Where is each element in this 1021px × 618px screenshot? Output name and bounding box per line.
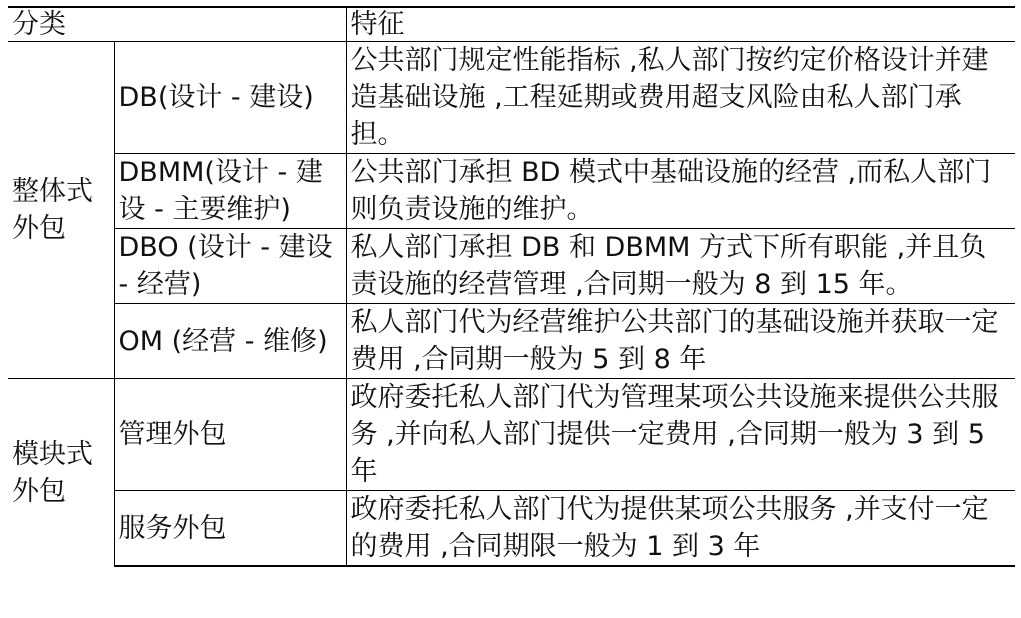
outsourcing-classification-table [8, 6, 1015, 567]
table-row [8, 379, 1015, 491]
feature-cell: 政府委托私人部门代为管理某项公共设施来提供公共服务 ,并向私人部门提供一定费用 ,合同期一般为 3 到 5 年 [346, 379, 1015, 491]
feature-cell: 私人部门代为经营维护公共部门的基础设施并获取一定费用 ,合同期一般为 5 到 8 年 [346, 304, 1015, 379]
type-cell: OM (经营 - 维修) [114, 304, 346, 379]
table-row [8, 154, 1015, 229]
feature-cell: 私人部门承担 DB 和 DBMM 方式下所有职能 ,并且负责设施的经营管理 ,合同期一般为 8 到 15 年。 [346, 229, 1015, 304]
table-row [8, 491, 1015, 567]
type-cell: DBO (设计 - 建设 - 经营) [114, 229, 346, 304]
header-category: 分类 [8, 7, 346, 42]
table-row [8, 42, 1015, 154]
table-row [8, 229, 1015, 304]
table-header-row [8, 7, 1015, 42]
feature-cell: 公共部门承担 BD 模式中基础设施的经营 ,而私人部门则负责设施的维护。 [346, 154, 1015, 229]
category-cell: 模块式外包 [8, 379, 114, 567]
feature-cell: 公共部门规定性能指标 ,私人部门按约定价格设计并建造基础设施 ,工程延期或费用超支风险由私人部门承担。 [346, 42, 1015, 154]
type-cell: DBMM(设计 - 建设 - 主要维护) [114, 154, 346, 229]
header-feature: 特征 [346, 7, 1015, 42]
type-cell: 服务外包 [114, 491, 346, 567]
table-row [8, 304, 1015, 379]
type-cell: 管理外包 [114, 379, 346, 491]
feature-cell: 政府委托私人部门代为提供某项公共服务 ,并支付一定的费用 ,合同期限一般为 1 到 3 年 [346, 491, 1015, 567]
type-cell: DB(设计 - 建设) [114, 42, 346, 154]
category-cell: 整体式外包 [12, 176, 93, 244]
